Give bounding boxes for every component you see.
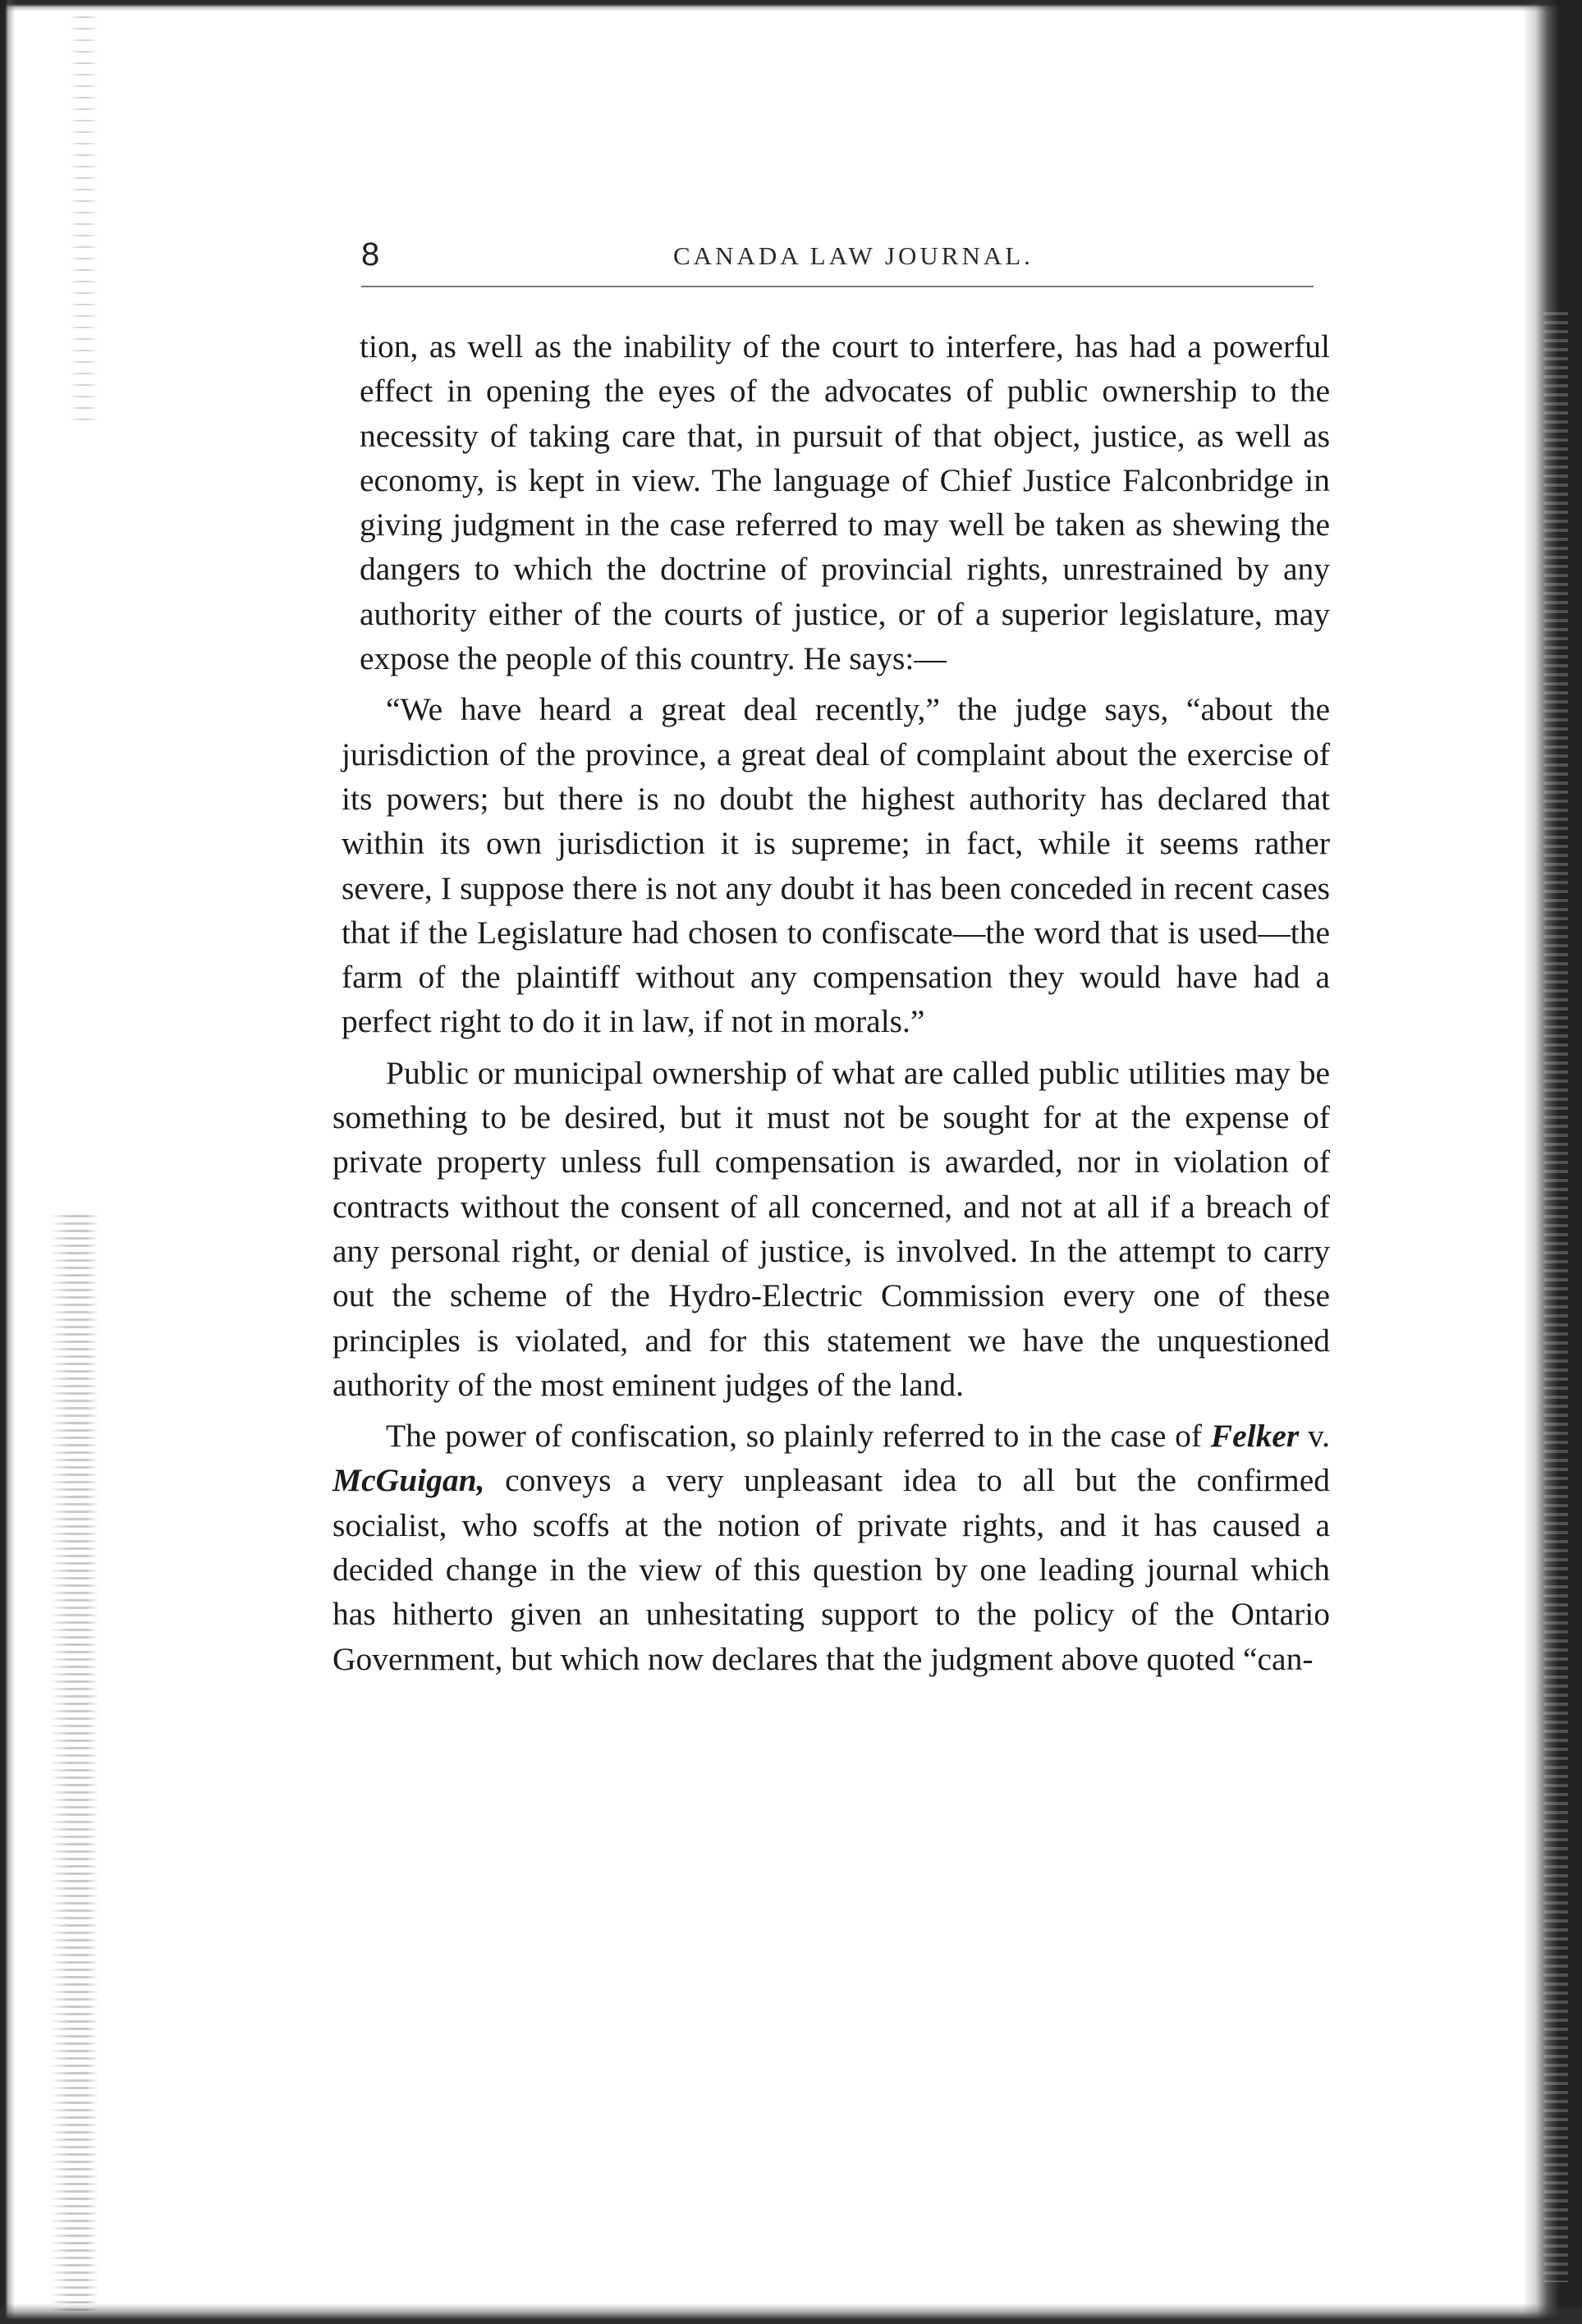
scan-speckle-top (70, 16, 103, 427)
paragraph-confiscation (332, 1414, 1330, 1681)
scan-speckle-left (49, 1215, 99, 2315)
quotation-paragraph: “We have heard a great deal recently,” the judge says, “about the jurisdiction of the province, a great deal of complaint about the exercise of its powers; but there is no doubt the highest authority has declared that within its own jurisdiction it is supreme; in fact, while it seems rather severe, I suppose there is not any doubt it has been conceded in recent cases that if the Legislature had chosen to confiscate—the word that is used—the farm of the plaintiff without any compensation they would have had a perfect right to do it in law, if not in morals.” (342, 691, 1330, 1040)
case-party-name: McGuigan, (332, 1462, 485, 1499)
running-head: CANADA LAW JOURNAL. (673, 241, 1034, 270)
paragraph-text: conveys a very unpleasant idea to all but the confirmed socialist, who scoffs at the notion of private rights, and it has caused a decided change in the view of this question by one leading journal which has hitherto given an unhesitating support to the policy of the Ontario Government, but which now declares that the judgment above quoted “can- (332, 1462, 1330, 1677)
scan-texture-right (1543, 312, 1568, 2282)
scan-edge-bottom (0, 2303, 1582, 2324)
paragraph-text: The power of confiscation, so plainly referred to in the case of (386, 1418, 1203, 1455)
body-text (332, 324, 1331, 1681)
case-versus: v. (1299, 1418, 1331, 1455)
header-rule (361, 286, 1314, 287)
case-party-name: Felker (1210, 1418, 1300, 1455)
page-header (361, 235, 1363, 284)
paragraph-continued: tion, as well as the inability of the court to interfere, has had a powerful effect in opening the eyes of the advocates of public ownership to the necessity of taking care that, in pursuit of that object, justice, as well as economy, is kept in view. The language of Chief Justice Falconbridge in giving judgment in the case referred to may well be taken as shewing the dangers to which the doctrine of provincial rights, unrestrained by any authority either of the courts of justice, or of a superior legislature, may expose the people of this country. He says:— (360, 328, 1330, 677)
page-number: 8 (361, 236, 380, 273)
scan-edge-top (0, 0, 1582, 11)
paragraph-public-ownership: Public or municipal ownership of what are called public utilities may be something to be desired, but it must not be sought for at the expense of private property unless full compensation is awarded, nor in violation of contracts without the consent of all concerned, and not at all if a breach of any personal right, or denial of justice, is involved. In the attempt to carry out the scheme of the Hydro-Electric Commission every one of these principles is violated, and for this statement we have the unquestioned authority of the most eminent judges of the land. (332, 1054, 1330, 1403)
